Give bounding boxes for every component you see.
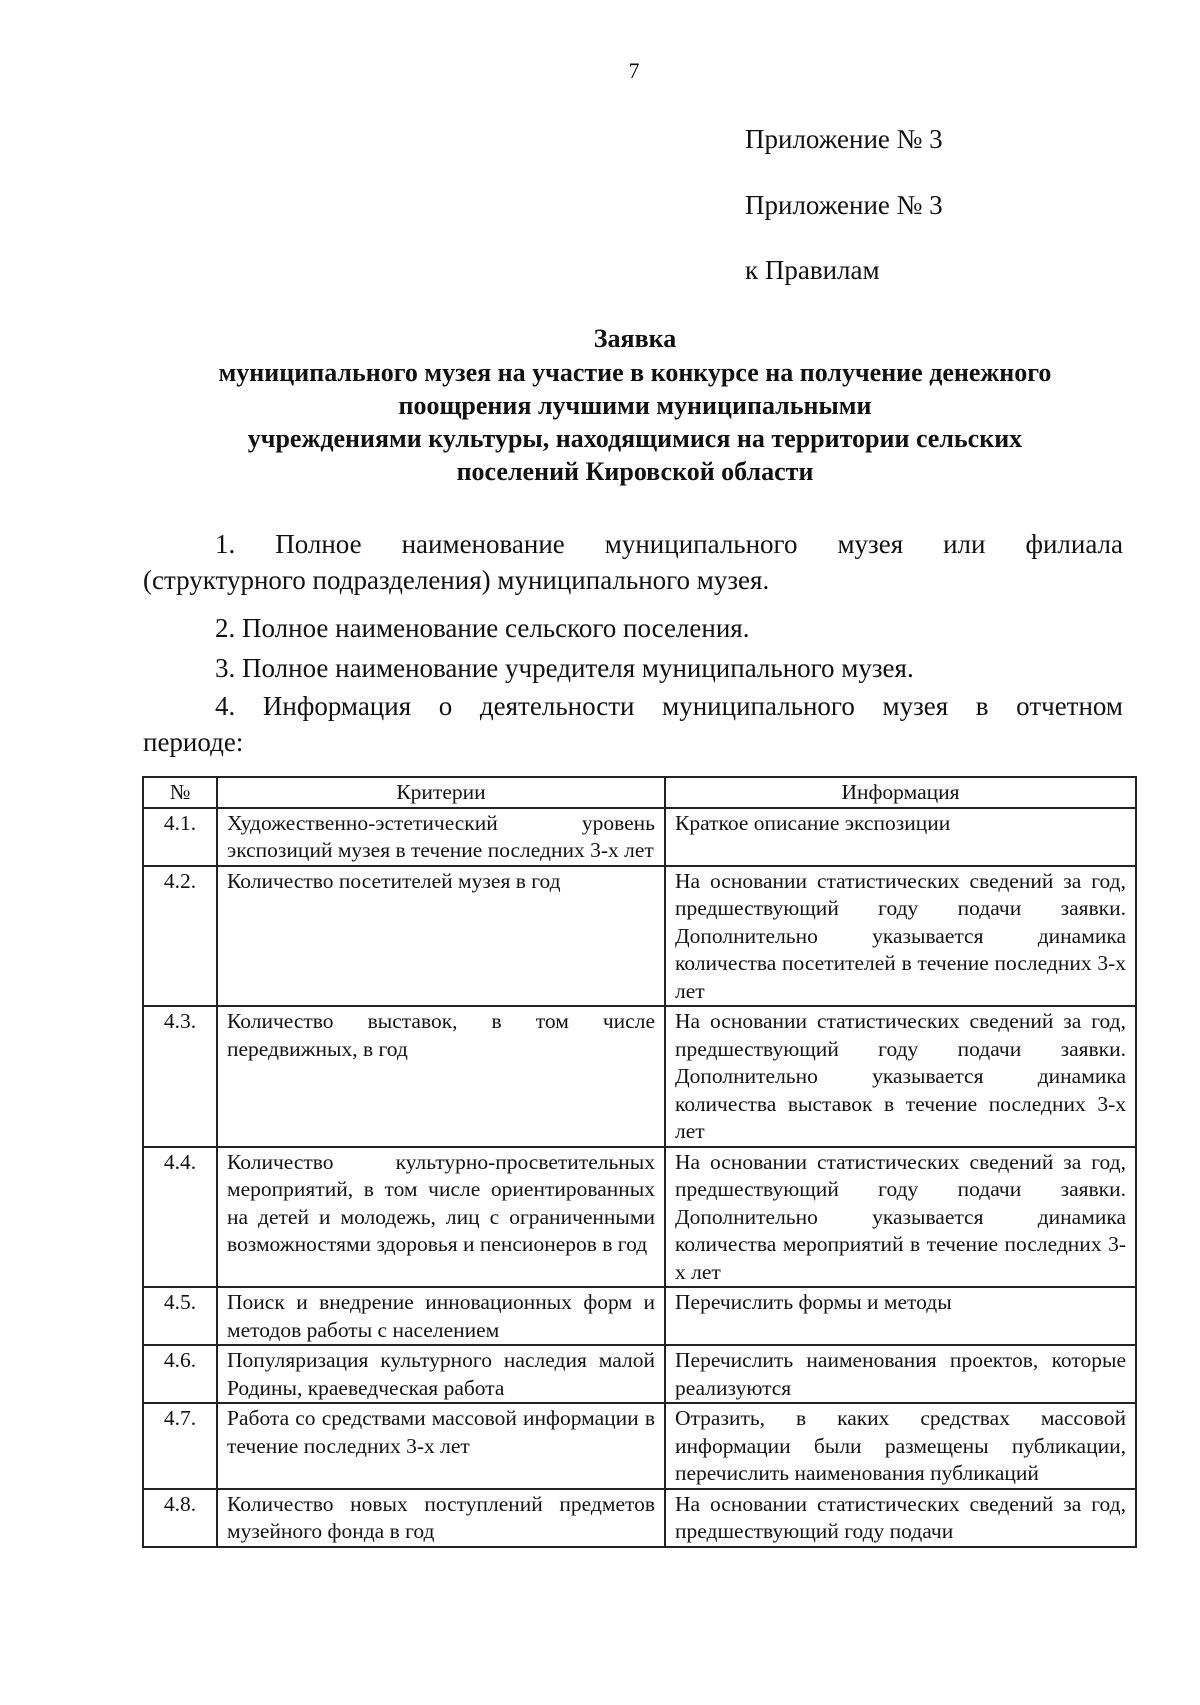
row-information: Перечислить наименования проектов, которые реализуются — [665, 1345, 1136, 1403]
item-1-continuation: (структурного подразделения) муниципального музея. — [143, 565, 770, 595]
title-line: учреждениями культуры, находящимися на территории сельских — [247, 424, 1023, 453]
column-header-number: № — [143, 777, 217, 808]
row-number: 4.6. — [143, 1345, 217, 1403]
row-number: 4.1. — [143, 808, 217, 866]
item-4-continuation: периоде: — [143, 727, 244, 757]
item-1-first-line — [143, 526, 1123, 562]
row-criteria: Художественно-эстетический уровень экспозиций музея в течение последних 3-х лет — [217, 808, 665, 866]
title-line: поселений Кировской области — [456, 457, 814, 486]
item-3: 3. Полное наименование учредителя муниципального музея. — [215, 653, 914, 683]
document-title — [140, 322, 1130, 488]
word: наименование — [401, 529, 565, 559]
row-criteria: Количество культурно-просветительных мероприятий, в том числе ориентированных на детей и молодежь, лиц с ограниченными возможностями здоровья и пенсионеров в год — [217, 1147, 665, 1288]
row-information: На основании статистических сведений за год, предшествующий году подачи — [665, 1489, 1136, 1547]
item-4-first-line — [143, 688, 1123, 724]
word: филиала — [1025, 529, 1123, 559]
title-line: муниципального музея на участие в конкурсе на получение денежного — [218, 358, 1052, 387]
word: 4. — [215, 691, 236, 721]
table-row — [143, 1403, 1136, 1489]
table-header-row — [143, 777, 1136, 808]
title-line: поощрения лучшими муниципальными — [398, 391, 872, 420]
item-2: 2. Полное наименование сельского поселения. — [215, 613, 750, 643]
row-number: 4.2. — [143, 866, 217, 1007]
word: музея — [882, 691, 949, 721]
row-criteria: Работа со средствами массовой информации в течение последних 3-х лет — [217, 1403, 665, 1489]
column-header-information: Информация — [665, 777, 1136, 808]
table-row — [143, 1006, 1136, 1147]
row-information: На основании статистических сведений за год, предшествующий году подачи заявки. Дополнительно указывается динамика количества выставок в течение последних 3-х лет — [665, 1006, 1136, 1147]
criteria-table — [142, 776, 1137, 1548]
row-number: 4.7. — [143, 1403, 217, 1489]
title-line: Заявка — [593, 324, 677, 353]
word: Информация — [262, 691, 412, 721]
item-1 — [143, 526, 1123, 598]
table-row — [143, 866, 1136, 1007]
row-number: 4.5. — [143, 1287, 217, 1345]
word: или — [943, 529, 986, 559]
table-row — [143, 1147, 1136, 1288]
appendix-label-2: Приложение № 3 — [745, 190, 943, 220]
row-number: 4.4. — [143, 1147, 217, 1288]
row-criteria: Количество выставок, в том числе передвижных, в год — [217, 1006, 665, 1147]
row-information: Отразить, в каких средствах массовой информации были размещены публикации, перечислить наименования публикаций — [665, 1403, 1136, 1489]
row-number: 4.8. — [143, 1489, 217, 1547]
row-criteria: Количество посетителей музея в год — [217, 866, 665, 1007]
word: о — [438, 691, 453, 721]
word: муниципального — [604, 529, 798, 559]
column-header-criteria: Критерии — [217, 777, 665, 808]
table-row — [143, 1489, 1136, 1547]
word: деятельности — [479, 691, 635, 721]
word: муниципального — [662, 691, 855, 721]
table-row — [143, 1345, 1136, 1403]
row-criteria: Количество новых поступлений предметов музейного фонда в год — [217, 1489, 665, 1547]
appendix-rules-label: к Правилам — [745, 255, 880, 285]
table-row — [143, 808, 1136, 866]
row-information: На основании статистических сведений за год, предшествующий году подачи заявки. Дополнительно указывается динамика количества мероприятий в течение последних 3-х лет — [665, 1147, 1136, 1288]
row-number: 4.3. — [143, 1006, 217, 1147]
row-information: Перечислить формы и методы — [665, 1287, 1136, 1345]
row-criteria: Поиск и внедрение инновационных форм и методов работы с населением — [217, 1287, 665, 1345]
page-number: 7 — [628, 58, 640, 83]
word: 1. — [215, 529, 236, 559]
word: музея — [837, 529, 904, 559]
item-4 — [143, 688, 1123, 760]
word: в — [975, 691, 989, 721]
row-information: На основании статистических сведений за год, предшествующий году подачи заявки. Дополнительно указывается динамика количества посетителей в течение последних 3-х лет — [665, 866, 1136, 1007]
appendix-label-1: Приложение № 3 — [745, 124, 943, 154]
row-criteria: Популяризация культурного наследия малой Родины, краеведческая работа — [217, 1345, 665, 1403]
word: Полное — [275, 529, 362, 559]
table-row — [143, 1287, 1136, 1345]
word: отчетном — [1016, 691, 1123, 721]
row-information: Краткое описание экспозиции — [665, 808, 1136, 866]
